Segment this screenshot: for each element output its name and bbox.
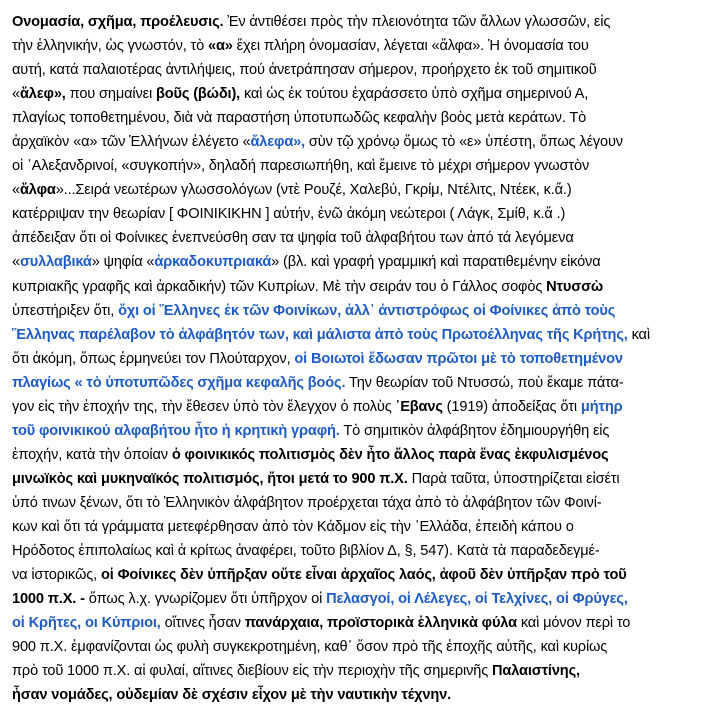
bold-text: ῾Εβανς — [395, 398, 443, 415]
bold-text: Ονομασία, σχῆμα, προέλευσις. — [12, 14, 224, 30]
bold-text: μινωϊκὸς καὶ μυκηναϊκός πολιτισμός, ἤτοι μετά το 900 π.Χ. — [12, 470, 408, 487]
bold-text: ἄλφα — [19, 182, 56, 199]
text-segment: Ηρόδοτος ἐπιπολαίως καὶ ἀ κρίτως ἀναφέρει, τοῦτο βιβλίον Δ, §, 547). Κατὰ τὰ παραδεδεγμέ- — [12, 543, 600, 560]
text-segment: ὅπως λ.χ. γνωρίζομεν ὅτι ὑπῆρχον οἱ — [84, 591, 327, 608]
text-segment: οἱ ᾿Αλεξανδρινοί, «συγκοπήν», δηλαδή παρεσιωπήθη, καὶ ἔμεινε τὸ μέχρι σήμερον γνωστὸν — [12, 158, 590, 175]
text-segment: πλαγίως τοποθετημένου, διὰ νὰ παραστήση ὑποτυπωδῶς κεφαλὴν βοὸς μετὰ κεράτων. Τὸ — [12, 110, 587, 127]
text-segment: πρὸ τοῦ 1000 π.Χ. αἱ φυλαί, αἵτινες διεβίουν εἰς τὴν περιοχὴν τῆς σημερινῆς — [12, 663, 493, 680]
text-segment: ὑπό τινων ξένων, ὅτι τὸ Ἑλληνικὸν ἀλφάβητον προέρχεται τάχα ἀπὸ τὸ ἀλφάβητον τῶν Φοινί- — [12, 494, 602, 511]
highlighted-text: ἀρκαδοκυπριακά — [154, 254, 272, 271]
text-segment: » ψηφία « — [91, 254, 155, 271]
text-line — [12, 178, 712, 202]
text-segment: τὴν ἑλληνικήν, ὡς γνωστόν, τὸ — [12, 38, 209, 55]
text-segment: κατέρριψαν την θεωρίαν [ ΦΟΙΝΙΚΙΚΗΝ ] αὐτήν, ἐνῶ ἀκόμη νεώτεροι ( Λάγκ, Σμίθ, κ.ἄ .) — [12, 206, 566, 223]
text-line — [12, 250, 712, 274]
text-line — [12, 491, 712, 515]
text-line — [12, 82, 712, 106]
text-line — [12, 515, 712, 539]
text-line — [12, 58, 712, 82]
text-line — [12, 611, 712, 635]
text-segment: (1919) ἀποδείξας ὅτι — [442, 398, 581, 415]
text-line — [12, 563, 712, 587]
text-segment: »...Σειρά νεωτέρων γλωσσολόγων (ντὲ Ρουζέ, Χαλεβύ, Γκρίμ, Ντέλιτς, Ντέεκ, κ.ἄ.) — [55, 182, 572, 199]
text-line — [12, 659, 712, 683]
text-line — [12, 539, 712, 563]
text-line — [12, 130, 712, 154]
text-line — [12, 202, 712, 226]
bold-text: ἦσαν νομάδες, οὐδεμίαν δὲ σχέσιν εἶχον μὲ τὴν ναυτικὴν τέχνην. — [12, 687, 451, 704]
text-line — [12, 419, 712, 443]
highlighted-text: συλλαβικά — [19, 254, 92, 271]
bold-text: ὁ φοινικικός πολιτισμὸς δὲν ἦτο ἄλλος παρὰ ἕνας ἐκφυλισμένος — [171, 446, 609, 463]
bold-text: οἱ Φοίνικες δὲν ὑπῆρξαν οὔτε εἶναι ἀρχαῖος λαός, ἀφοῦ δὲν ὑπῆρξαν πρὸ τοῦ — [101, 567, 627, 584]
text-line — [12, 635, 712, 659]
text-segment: οἵτινες ἦσαν — [160, 615, 245, 632]
bold-text: βοῦς (βώδι), — [155, 86, 241, 103]
bold-text: ἄλεφ», — [19, 86, 66, 103]
text-line — [12, 226, 712, 250]
text-line — [12, 299, 712, 323]
text-segment: που σημαίνει — [65, 86, 156, 103]
bold-text: Παλαιστίνης, — [492, 663, 580, 680]
highlighted-text: οἱ Κρῆτες, οι Κύπριοι, — [12, 615, 161, 632]
text-segment: καὶ ὡς ἐκ τούτου ἐχαράσσετο ὑπὸ σχῆμα σημερινού Α, — [240, 86, 589, 103]
text-line — [12, 10, 712, 34]
highlighted-text: ὄχι οἱ Ἕλληνες ἐκ τῶν Φοινίκων, ἀλλ᾽ ἀντιστρόφως οἱ Φοίνικες ἀπὸ τοὺς — [118, 302, 616, 319]
text-segment: καὶ μόνον περὶ το — [516, 615, 631, 632]
text-segment: Ἐν ἀντιθέσει πρὸς τὴν πλειονότητα τῶν ἄλλων γλωσσῶν, εἰς — [223, 14, 611, 30]
text-segment: καὶ — [627, 326, 650, 343]
text-segment: να ἱστορικῶς, — [12, 567, 101, 584]
highlighted-text: Ἕλληνας παρέλαβον τὸ ἀλφάβητόν των, καὶ μάλιστα ἀπὸ τοὺς Πρωτοέλληνας τῆς Κρήτης, — [12, 326, 628, 343]
bold-text: 1000 π.Χ. - — [12, 591, 85, 608]
text-segment: ὅτι ἀκόμη, ὅπως ἑρμηνεύει τον Πλούταρχον, — [12, 350, 295, 367]
text-line — [12, 275, 712, 299]
text-segment: γον εἰς τὴν ἐποχήν της, τὴν ἔθεσεν ὑπὸ τὸν ἔλεγχον ὁ πολὺς — [12, 398, 396, 415]
text-line — [12, 395, 712, 419]
text-line — [12, 347, 712, 371]
text-line — [12, 323, 712, 347]
text-segment: 900 π.Χ. ἐμφανίζονται ὡς φυλὴ συγκεκροτημένη, καθ᾽ ὅσον πρὸ τῆς ἐποχῆς αὐτῆς, καὶ κυρίως — [12, 639, 608, 656]
text-segment: » (βλ. καὶ γραφή γραμμική καὶ παρατιθεμένην εἰκόνα — [271, 254, 601, 271]
text-line — [12, 106, 712, 130]
text-segment: ἔχει πλήρη ὀνομασίαν, λέγεται «ἄλφα». Ἡ ὀνομασία του — [232, 38, 589, 55]
text-line — [12, 683, 712, 707]
highlighted-text: πλαγίως « τὸ ὑποτυπῶδες σχῆμα κεφαλῆς βοός. — [12, 374, 346, 391]
text-line — [12, 443, 712, 467]
text-segment: « — [12, 182, 20, 199]
text-line — [12, 34, 712, 58]
highlighted-text: Πελασγοί, οἱ Λέλεγες, οἱ Τελχίνες, οἱ Φρύγες, — [326, 591, 628, 608]
text-segment: ἀπέδειξαν ὅτι οἱ Φοίνικες ἐνεπνεύσθη σαν τα ψηφία τοῦ ἀλφαβήτου των ἀπό τά λεγόμενα — [12, 230, 574, 247]
text-segment: Τὸ σημιτικὸν ἀλφάβητον ἐδημιουργήθη εἰς — [339, 422, 610, 439]
highlighted-text: τοῦ φοινικικού αλφαβήτου ἦτο ἡ κρητικὴ γραφή. — [12, 422, 340, 439]
bold-text: πανάρχαια, προϊστορικὰ ἑλληνικὰ φύλα — [244, 615, 517, 632]
text-segment: ἀρχαϊκὸν «α» τῶν Ἑλλήνων ἐλέγετο « — [12, 134, 251, 151]
text-segment: αυτή, κατά παλαιοτέρας ἀντιλήψεις, πού ἀνετράπησαν σήμερον, προήρχετο ἐκ τοῦ σημιτικοῦ — [12, 62, 597, 79]
highlighted-text: ἄλεφα», — [250, 134, 306, 151]
bold-text: «α» — [208, 38, 233, 55]
text-segment: σὺν τῷ χρόνῳ ὅμως τὸ «ε» ὑπέστη, ὅπως λέγουν — [305, 134, 623, 151]
text-segment: Παρὰ ταῦτα, ὑποστηρίζεται εἰσέτι — [407, 470, 620, 487]
text-line — [12, 154, 712, 178]
text-segment: κυπριακῆς γραφῆς καὶ ἀρκαδικήν) τῶν Κυπρίων. Μὲ τὴν σειράν του ὁ Γάλλος σοφὸς — [12, 278, 547, 295]
text-line — [12, 587, 712, 611]
text-segment: ὑπεστήριξεν ὅτι, — [12, 302, 119, 319]
article-body — [12, 10, 712, 707]
highlighted-text: οἱ Βοιωτοὶ ἔδωσαν πρῶτοι μὲ τὸ τοποθετημένον — [294, 350, 623, 367]
highlighted-text: μήτηρ — [580, 398, 623, 415]
text-line — [12, 467, 712, 491]
text-segment: « — [12, 254, 20, 271]
text-segment: ἐποχήν, κατὰ τὴν ὁποίαν — [12, 446, 172, 463]
text-segment: « — [12, 86, 20, 103]
text-segment: κων καὶ ὅτι τά γράμματα μετεφέρθησαν ἀπὸ τὸν Κάδμον εἰς τὴν ᾿Ελλάδα, ἐπειδὴ κάπου ο — [12, 518, 574, 535]
text-line — [12, 371, 712, 395]
text-segment: Την θεωρίαν τοῦ Ντυσσώ, ποὺ ἔκαμε πάτα- — [345, 374, 624, 391]
bold-text: Ντυσσὼ — [546, 278, 604, 295]
